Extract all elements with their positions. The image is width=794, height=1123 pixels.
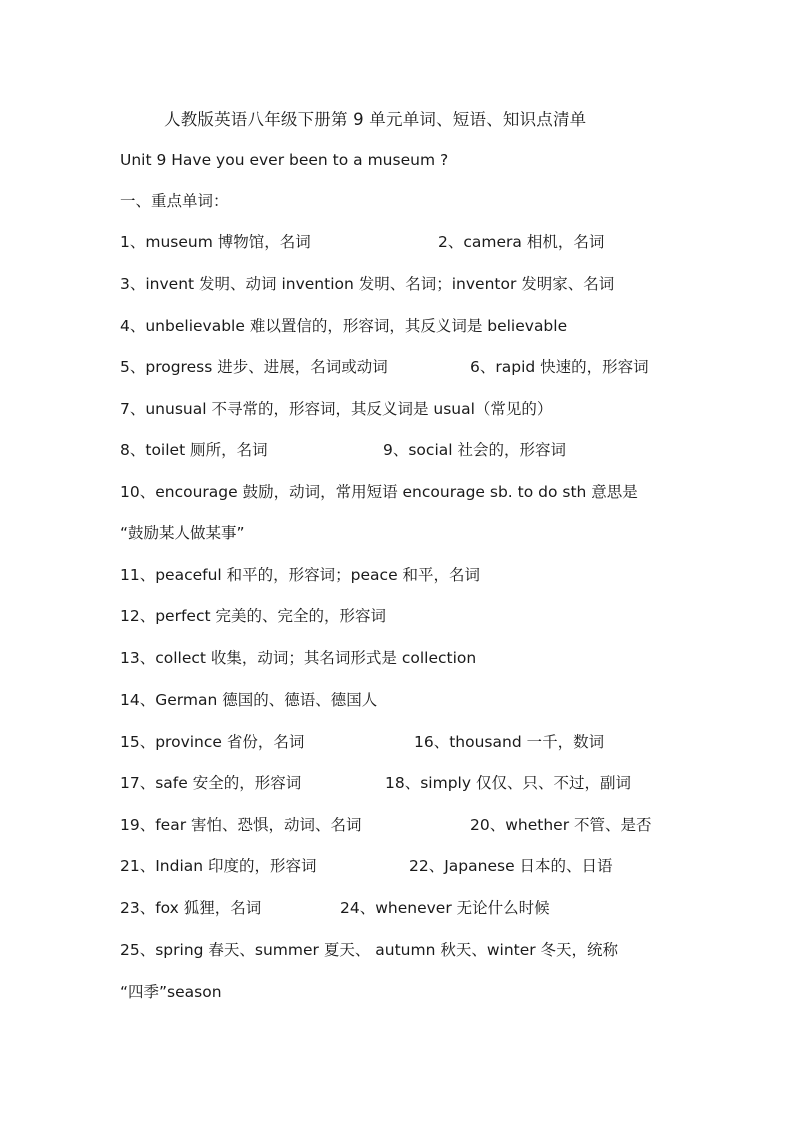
list-item: 2、camera 相机，名词 bbox=[438, 233, 605, 251]
list-item: 7、unusual 不寻常的，形容词，其反义词是 usual（常见的） bbox=[120, 400, 553, 418]
list-item: 16、thousand 一千，数词 bbox=[414, 733, 605, 751]
list-item: 6、rapid 快速的，形容词 bbox=[470, 358, 649, 376]
list-item: 13、collect 收集，动词；其名词形式是 collection bbox=[120, 649, 477, 667]
list-item: 14、German 德国的、德语、德国人 bbox=[120, 691, 378, 709]
list-item: 15、province 省份，名词 bbox=[120, 733, 305, 751]
list-item: 8、toilet 厕所，名词 bbox=[120, 441, 268, 459]
list-item: 20、whether 不管、是否 bbox=[470, 816, 652, 834]
list-item-continuation: “四季”season bbox=[120, 983, 222, 1001]
list-item: 5、progress 进步、进展，名词或动词 bbox=[120, 358, 388, 376]
list-item: 3、invent 发明、动词 invention 发明、名词；inventor 发明家、名词 bbox=[120, 275, 615, 293]
list-item: 25、spring 春天、summer 夏天、 autumn 秋天、winter 冬天，统称 bbox=[120, 941, 619, 959]
document-title: 人教版英语八年级下册第 9 单元单词、短语、知识点清单 bbox=[164, 110, 587, 129]
list-item-continuation: “鼓励某人做某事” bbox=[120, 524, 245, 542]
unit-subtitle: Unit 9 Have you ever been to a museum ? bbox=[120, 151, 449, 169]
list-item: 12、perfect 完美的、完全的，形容词 bbox=[120, 607, 386, 625]
list-item: 4、unbelievable 难以置信的，形容词，其反义词是 believable bbox=[120, 317, 568, 335]
list-item: 10、encourage 鼓励，动词，常用短语 encourage sb. to do sth 意思是 bbox=[120, 483, 638, 501]
list-item: 17、safe 安全的，形容词 bbox=[120, 774, 302, 792]
list-item: 9、social 社会的，形容词 bbox=[383, 441, 566, 459]
list-item: 23、fox 狐狸，名词 bbox=[120, 899, 262, 917]
list-item: 11、peaceful 和平的，形容词；peace 和平，名词 bbox=[120, 566, 481, 584]
list-item: 19、fear 害怕、恐惧，动词、名词 bbox=[120, 816, 362, 834]
list-item: 24、whenever 无论什么时候 bbox=[340, 899, 550, 917]
list-item: 21、Indian 印度的，形容词 bbox=[120, 857, 317, 875]
list-item: 22、Japanese 日本的、日语 bbox=[409, 857, 613, 875]
list-item: 1、museum 博物馆，名词 bbox=[120, 233, 311, 251]
list-item: 18、simply 仅仅、只、不过，副词 bbox=[385, 774, 631, 792]
section-heading: 一、重点单词： bbox=[120, 192, 229, 210]
